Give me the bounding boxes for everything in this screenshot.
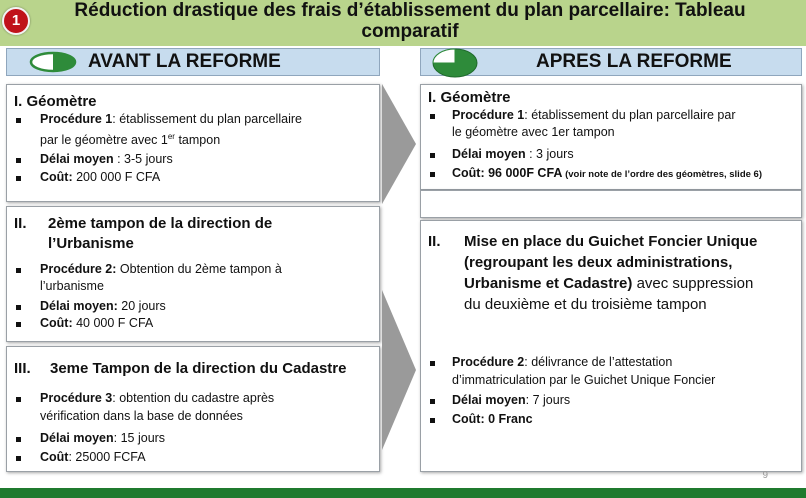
arrow-right-icon	[382, 290, 418, 450]
before-s1-item-3: Coût: 200 000 F CFA	[40, 170, 161, 184]
after-section-2-title-a: Mise en place du Guichet Foncier Unique	[464, 233, 758, 250]
pie-icon	[28, 51, 78, 73]
before-s1-item-1: Procédure 1: établissement du plan parcellaire	[40, 112, 302, 126]
after-s1-item-1-cont: le géomètre avec 1er tampon	[452, 125, 615, 139]
after-section-2-title-d: du deuxième et du troisième tampon	[464, 296, 707, 313]
before-header-title: AVANT LA REFORME	[88, 51, 281, 72]
after-spacer-panel	[420, 190, 802, 218]
before-s3-item-2: Délai moyen: 15 jours	[40, 431, 166, 445]
slide-title-line2: comparatif	[361, 21, 459, 42]
after-section-1-title: I. Géomètre	[428, 89, 511, 106]
before-section-3-num: III.	[14, 360, 31, 377]
before-s2-item-1: Procédure 2: Obtention du 2ème tampon à	[40, 262, 282, 276]
before-s3-item-1: Procédure 3: obtention du cadastre après	[40, 391, 275, 405]
slide-title	[30, 0, 790, 42]
bullet-icon	[16, 437, 21, 442]
before-s2-item-3: Coût: 40 000 F CFA	[40, 316, 154, 330]
bullet-icon	[16, 397, 21, 402]
bullet-icon	[16, 158, 21, 163]
bottom-bar	[0, 488, 806, 498]
before-s3-item-3: Coût: 25000 FCFA	[40, 450, 146, 464]
bullet-icon	[16, 305, 21, 310]
bullet-icon	[430, 361, 435, 366]
after-s1-item-3: Coût: 96 000F CFA (voir note de l’ordre des géomètres, slide 6)	[452, 166, 762, 180]
before-section-1-title: I. Géomètre	[14, 93, 97, 110]
before-s3-item-1-cont: vérification dans la base de données	[40, 409, 243, 423]
before-s1-item-1-cont: par le géomètre avec 1er tampon	[40, 132, 221, 148]
bullet-icon	[16, 176, 21, 181]
slide-title-line1: Réduction drastique des frais d’établissement du plan parcellaire: Tableau	[74, 0, 746, 21]
bullet-icon	[16, 322, 21, 327]
after-s2-item-1: Procédure 2: délivrance de l’attestation	[452, 355, 673, 369]
before-s2-item-2: Délai moyen: 20 jours	[40, 299, 166, 313]
after-s1-item-1: Procédure 1: établissement du plan parcellaire par	[452, 108, 736, 122]
after-section-2-title-c: Urbanisme et Cadastre) avec suppression	[464, 275, 754, 292]
after-header-title: APRES LA REFORME	[536, 51, 732, 72]
bullet-icon	[430, 418, 435, 423]
arrow-right-icon	[382, 84, 418, 204]
bullet-icon	[16, 118, 21, 123]
pie-icon	[430, 46, 480, 80]
before-s2-item-1-cont: l’urbanisme	[40, 279, 104, 293]
after-section-2-num: II.	[428, 233, 441, 250]
after-s2-item-3: Coût: 0 Franc	[452, 412, 533, 426]
after-s2-item-2: Délai moyen: 7 jours	[452, 393, 571, 407]
bullet-icon	[430, 399, 435, 404]
bullet-icon	[430, 172, 435, 177]
after-s1-item-2: Délai moyen : 3 jours	[452, 147, 574, 161]
after-s2-item-1-cont: d’immatriculation par le Guichet Unique Foncier	[452, 373, 716, 387]
before-s1-item-2: Délai moyen : 3-5 jours	[40, 152, 173, 166]
bullet-icon	[16, 268, 21, 273]
bullet-icon	[430, 114, 435, 119]
slide-number-badge: 1	[2, 7, 30, 35]
before-section-3-title: 3eme Tampon de la direction du Cadastre	[50, 360, 347, 377]
before-section-2-title-a: 2ème tampon de la direction de	[48, 215, 273, 232]
bullet-icon	[16, 456, 21, 461]
bullet-icon	[430, 153, 435, 158]
page-number: 9	[762, 470, 768, 481]
before-section-2-num: II.	[14, 215, 27, 232]
before-section-2-title-b: l’Urbanisme	[48, 235, 134, 252]
after-section-2-title-b: (regroupant les deux administrations,	[464, 254, 733, 271]
